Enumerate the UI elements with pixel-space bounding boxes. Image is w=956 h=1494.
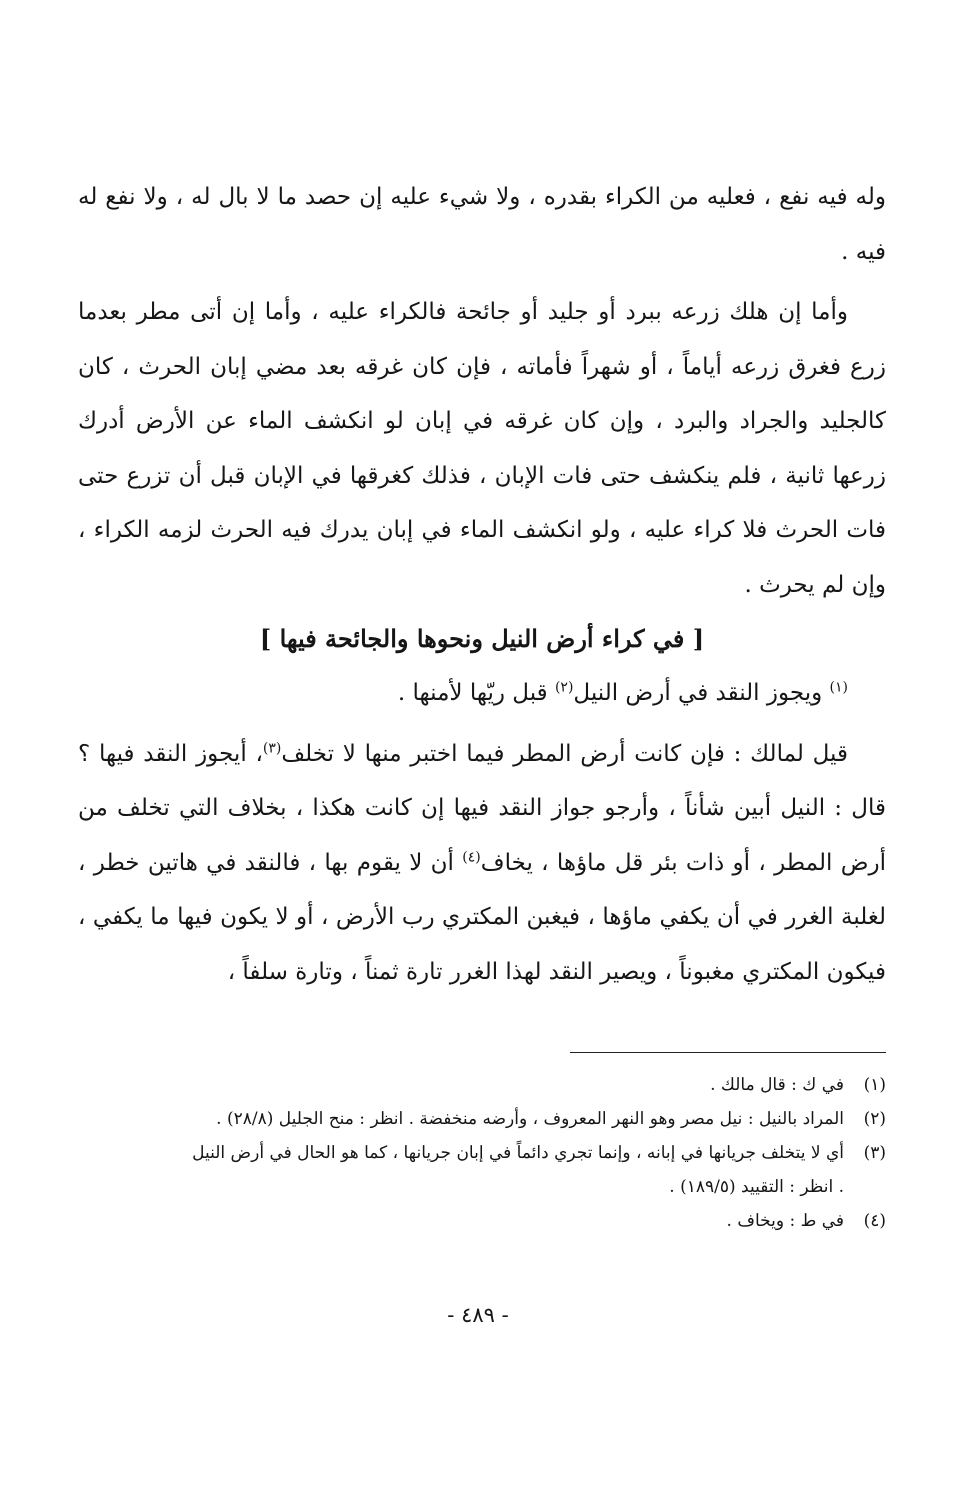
footnote-ref-4[interactable]: (٤) bbox=[462, 848, 481, 865]
footnote-separator bbox=[570, 1052, 886, 1053]
footnote-number: (٤) bbox=[863, 1211, 886, 1231]
footnote-4 bbox=[78, 1204, 886, 1238]
paragraph-4-text-a: قيل لمالك : فإن كانت أرض المطر فيما اختبر منها لا تخلف bbox=[281, 740, 848, 767]
footnote-3-continuation: . انظر : التقييد (١٨٩/٥) . bbox=[669, 1177, 844, 1197]
footnote-ref-1[interactable]: (١) bbox=[829, 679, 848, 696]
footnote-3 bbox=[78, 1136, 886, 1170]
footnote-ref-2[interactable]: (٢) bbox=[554, 679, 574, 696]
footnote-number: (١) bbox=[863, 1075, 886, 1095]
footnote-ref-3[interactable]: (٣) bbox=[262, 739, 282, 756]
footnote-text: المراد بالنيل : نيل مصر وهو النهر المعروف ، وأرضه منخفضة . انظر : منح الجليل (٢٨/٨) . bbox=[216, 1109, 844, 1129]
footnote-text: في ك : قال مالك . bbox=[710, 1075, 844, 1095]
paragraph-4-text-c: أن لا يقوم بها ، فالنقد في هاتين خطر ، لغلبة الغرر في أن يكفي ماؤها ، فيغبن المكتري رب الأرض ، أو لا يكون فيها ما يكفي ، فيكون المكتري مغبوناً ، ويصير النقد لهذا الغرر تارة ثمناً ، وتارة سلفاً ، bbox=[78, 849, 886, 985]
footnote-text: في ط : ويخاف . bbox=[726, 1211, 844, 1231]
paragraph-4 bbox=[78, 727, 886, 1000]
paragraph-1: وله فيه نفع ، فعليه من الكراء بقدره ، ولا شيء عليه إن حصد ما لا بال له ، ولا نفع له فيه . bbox=[78, 184, 886, 265]
footnotes bbox=[78, 1068, 886, 1238]
paragraph-4-text-b: ، أيجوز النقد فيها ؟ قال : النيل أبين شأناً ، وأرجو جواز النقد فيها إن كانت هكذا ، بخلاف التي تخلف من أرض المطر ، أو ذات بئر قل ماؤها ، يخاف bbox=[78, 740, 886, 876]
paragraph-2: وأما إن هلك زرعه ببرد أو جليد أو جائحة فالكراء عليه ، وأما إن أتى مطر بعدما زرع فغرق زرعه أياماً ، أو شهراً فأماته ، فإن كان غرقه بعد مضي إبان الحرث ، كان كالجليد والجراد والبرد ، وإن كان غرقه في إبان لو انكشف الماء عن الأرض أدرك زرعها ثانية ، فلم ينكشف حتى فات الإبان ، فذلك كغرقها في الإبان قبل أن تزرع حتى فات الحرث فلا كراء عليه ، ولو انكشف الماء في إبان يدرك فيه الحرث لزمه الكراء ، وإن لم يحرث . bbox=[78, 299, 886, 598]
paragraph-3-text-b: قبل ريّها لأمنها . bbox=[397, 680, 555, 706]
section-heading: [ في كراء أرض النيل ونحوها والجائحة فيها ] bbox=[259, 624, 705, 653]
main-text bbox=[78, 170, 886, 999]
footnote-2 bbox=[78, 1102, 886, 1136]
page-number: - ٤٨٩ - bbox=[447, 1303, 509, 1327]
paragraph-3 bbox=[78, 666, 886, 721]
footnote-number: (٣) bbox=[863, 1143, 886, 1163]
paragraph-3-text-a: ويجوز النقد في أرض النيل bbox=[573, 680, 830, 706]
footnote-number: (٢) bbox=[863, 1109, 886, 1129]
footnote-text: أي لا يتخلف جريانها في إبانه ، وإنما تجري دائماً في إبان جريانها ، كما هو الحال في أرض النيل bbox=[192, 1143, 844, 1163]
footnote-1 bbox=[78, 1068, 886, 1102]
